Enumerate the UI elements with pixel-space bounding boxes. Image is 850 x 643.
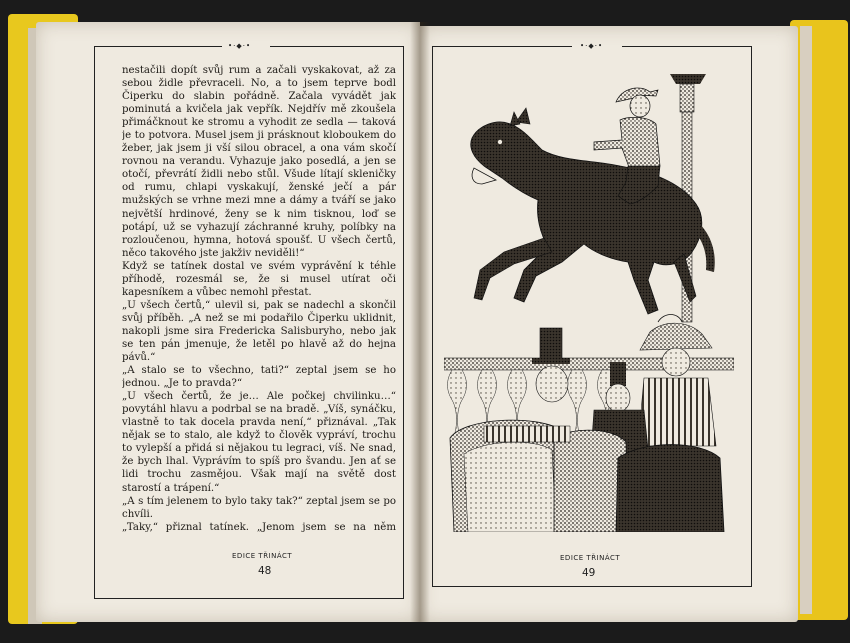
left-page-number: 48 [258, 565, 272, 577]
book-cover-right-edge [790, 20, 848, 620]
page-stack-right [800, 26, 812, 614]
left-top-ornament: •·◆·• [94, 44, 404, 49]
paragraph: „Taky,“ přiznal tatínek. „Jenom jsem se na něm [122, 521, 396, 533]
horse [471, 108, 715, 314]
book-gutter [410, 22, 430, 622]
paragraph: „A s tím jelenem to bylo taky tak?“ zeptal jsem se po chvíli. [122, 495, 396, 520]
paragraph: nestačili dopít svůj rum a začali vyskakovat, až za sebou židle převraceli. No, a to jsem teprve bodl Čiperku do slabin pořádně. Začala vyvádět jak pominutá a kvičela jak vepřík. Nejdřív mě zkoušela přimáčknout ke stromu a vyhodit ze sedla — taková je to potvora. Musel jsem ji prásknout kloboukem do žeber, jak jsem ji vší silou obracel, a ona vám skočí rovnou na verandu. Vyhazuje jako posedlá, a jen se otočí, převrátí židli nebo stůl. Všude lítají skleničky od rumu, chlapi vyskakují, ženské ječí a pár mužských se vrhne mezi mne a dámy a tváří se jako největší hrdinové, ženy se k nim tisknou, loď se potápí, už se vyhazují záchranné kruhy, políbky na rozloučenou, hymna, hotová spoušť. U všech čertů, něco takového jste jakživ neviděli!“ [122, 65, 396, 259]
left-footer-title: EDICE TŘINÁCT [232, 552, 293, 560]
right-top-ornament: •·◆·• [432, 44, 752, 49]
paragraph: „U všech čertů,“ ulevil si, pak se nadechl a skončil svůj příběh. „A než se mi podařilo Čiperku uklidnit, nakopli jsme sira Fredericka Salisburyho, nebo jak se ten pán jmenuje, že letěl po hlavě až do hejna pávů.“ [122, 299, 396, 364]
horse-rider-illustration [444, 66, 734, 532]
left-page-text [122, 64, 396, 534]
paragraph: Když se tatínek dostal ve svém vyprávění k téhle příhodě, rozesmál se, že si musel utírat oči kapesníkem a vůbec nemohl přestat. [122, 260, 396, 298]
paragraph: „A stalo se to všechno, tati?“ zeptal jsem se ho jednou. „Je to pravda?“ [122, 365, 396, 390]
right-page-number: 49 [582, 567, 596, 579]
right-footer-title: EDICE TŘINÁCT [560, 554, 621, 562]
seated-people [450, 315, 724, 533]
paragraph: „U všech čertů, že je… Ale počkej chvilinku…“ povytáhl hlavu a podrbal se na bradě. „Víš, synáčku, vlastně to tak docela pravda není,“ přiznával. „Tak nějak se to stalo, ale když to člověk vypráví, trochu to vylepší a přidá si nějakou tu legraci, víš. Ne snad, že bych lhal. Vyprávím to spíš pro švandu. Jen ať se lidi trochu zasmějou. Však mají na světě dost starostí a trápení.“ [122, 391, 396, 494]
